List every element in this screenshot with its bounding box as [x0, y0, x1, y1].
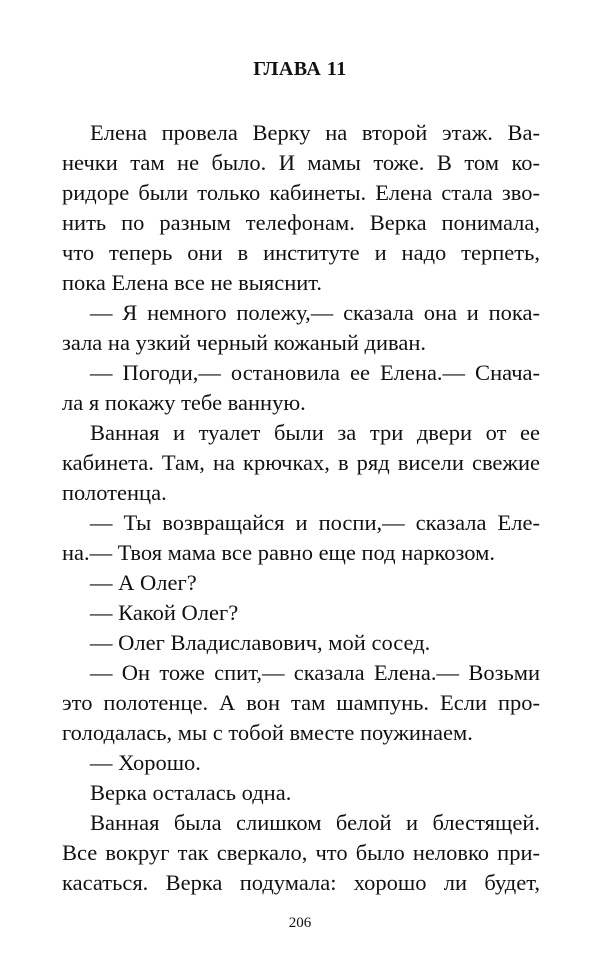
text-line: Ванная и туалет были за три двери от ее	[90, 420, 540, 445]
chapter-title: ГЛАВА 11	[253, 58, 347, 80]
text-line: Ванная была слишком белой и блестящей.	[90, 810, 540, 835]
text-line: Верка осталась одна.	[90, 780, 292, 805]
text-line: голодалась, мы с тобой вместе поужинаем.	[62, 720, 473, 745]
text-line: полотенца.	[62, 480, 167, 505]
text-line: пока Елена все не выяснит.	[62, 270, 323, 295]
text-line: — Ты возвращайся и поспи,— сказала Еле-	[90, 510, 540, 535]
text-line: — Погоди,— остановила ее Елена.— Снача-	[90, 360, 540, 385]
page-number: 206	[288, 915, 312, 931]
text-line: касаться. Верка подумала: хорошо ли будет,	[62, 870, 540, 895]
text-line: — А Олег?	[90, 570, 197, 595]
text-line: ридоре были только кабинеты. Елена стала зво-	[62, 180, 540, 205]
text-line: нечки там не было. И мамы тоже. В том ко-	[62, 150, 540, 175]
text-line: Все вокруг так сверкало, что было неловко при-	[62, 840, 540, 865]
text-line: ла я покажу тебе ванную.	[62, 390, 306, 415]
text-line: на.— Твоя мама все равно еще под наркозом.	[62, 540, 495, 565]
text-line: что теперь они в институте и надо терпеть,	[62, 240, 540, 265]
text-line: — Я немного полежу,— сказала она и пока-	[90, 300, 540, 325]
text-line: — Олег Владиславович, мой сосед.	[90, 630, 431, 655]
text-line: Елена провела Верку на второй этаж. Ва-	[90, 120, 540, 145]
text-line: кабинета. Там, на крючках, в ряд висели свежие	[62, 450, 540, 475]
text-line: зала на узкий черный кожаный диван.	[62, 330, 427, 355]
text-line: — Какой Олег?	[90, 600, 239, 625]
text-line: — Хорошо.	[90, 750, 201, 775]
text-line: это полотенце. А вон там шампунь. Если про-	[62, 690, 540, 715]
text-line: нить по разным телефонам. Верка понимала,	[62, 210, 540, 235]
text-line: — Он тоже спит,— сказала Елена.— Возьми	[90, 660, 540, 685]
